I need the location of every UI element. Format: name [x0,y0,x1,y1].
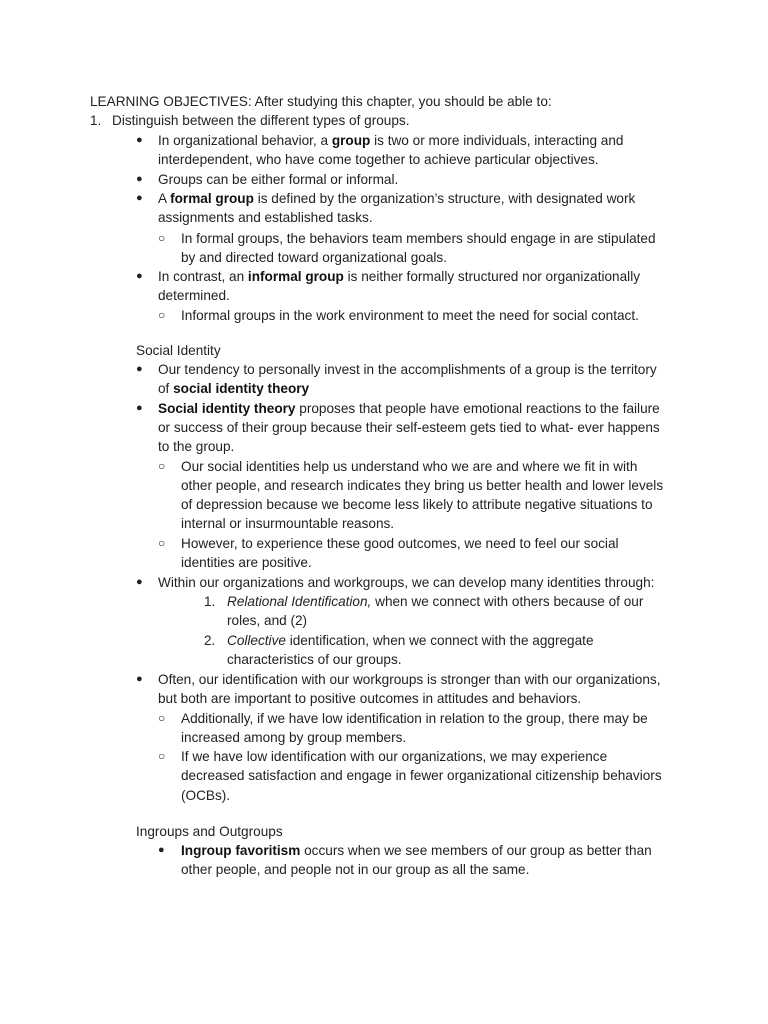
circle-bullet-icon: ○ [158,711,166,725]
numbered-item-number: 2. [204,633,216,648]
social-p4-line1: Often, our identification with our workgroups is stronger than with our organizations, [158,672,661,687]
formal-group-sub-line2: by and directed toward organizational goals. [181,250,448,265]
learning-objectives-header: LEARNING OBJECTIVES: After studying this chapter, you should be able to: [90,94,552,109]
circle-bullet-icon: ○ [158,231,166,245]
circle-bullet-icon: ○ [158,459,166,473]
formal-group-line2: assignments and established tasks. [158,210,373,225]
bullet-icon: ● [136,402,143,414]
social-identity-heading: Social Identity [136,343,221,358]
bullet-icon: ● [136,363,143,375]
formal-informal-line: Groups can be either formal or informal. [158,172,399,187]
informal-group-line1: In contrast, an informal group is neither formally structured nor organizationally [158,269,641,284]
informal-group-sub-line1: Informal groups in the work environment to meet the need for social contact. [181,308,639,323]
relational-identification-line2: roles, and (2) [227,613,308,628]
social-p2-sub1-line2: other people, and research indicates they bring us better health and lower levels [181,478,664,493]
circle-bullet-icon: ○ [158,308,166,322]
term-social-identity-theory: social identity theory [173,381,310,396]
social-p4-sub2-line1: If we have low identification with our organizations, we may experience [181,749,608,764]
social-p2-sub2-line2: identities are positive. [181,555,312,570]
relational-identification-line1: Relational Identification, when we connect with others because of our [227,594,644,609]
social-p1-line2: of social identity theory [158,381,310,396]
collective-identification-line1: Collective identification, when we connect with the aggregate [227,633,594,648]
social-p2-line3: to the group. [158,439,235,454]
social-p2-sub1-line1: Our social identities help us understand who we are and where we fit in with [181,459,638,474]
term-group: group [331,133,371,148]
term-ingroup-favoritism: Ingroup favoritism [181,843,301,858]
social-p2-sub1-line4: internal or insurmountable reasons. [181,516,395,531]
social-p1-line1: Our tendency to personally invest in the accomplishments of a group is the territory [158,362,657,377]
social-p2-line1: Social identity theory proposes that people have emotional reactions to the failure [158,401,660,416]
group-definition-line1: In organizational behavior, a group is two or more individuals, interacting and [158,133,624,148]
ingroup-favoritism-line1: Ingroup favoritism occurs when we see members of our group as better than [181,843,652,858]
formal-group-line1: A formal group is defined by the organization’s structure, with designated work [158,191,636,206]
social-p4-sub1-line2: increased among by group members. [181,730,407,745]
ingroup-favoritism-line2: other people, and people not in our group as all the same. [181,862,530,877]
term-informal-group: informal group [247,269,344,284]
social-p2-sub2-line1: However, to experience these good outcomes, we need to feel our social [181,536,619,551]
term-formal-group: formal group [170,191,254,206]
bullet-icon: ● [136,192,143,204]
term-social-identity-theory: Social identity theory [158,401,296,416]
formal-group-sub-line1: In formal groups, the behaviors team members should engage in are stipulated [181,231,656,246]
bullet-icon: ● [136,270,143,282]
informal-group-line2: determined. [158,288,230,303]
ingroups-heading: Ingroups and Outgroups [136,824,283,839]
bullet-icon: ● [136,173,143,185]
social-p4-sub2-line2: decreased satisfaction and engage in fewer organizational citizenship behaviors [181,768,662,783]
objective-title: Distinguish between the different types of groups. [112,113,410,128]
bullet-icon: ● [136,134,143,146]
numbered-item-number: 1. [204,594,216,609]
bullet-icon: ● [158,844,165,856]
circle-bullet-icon: ○ [158,536,166,550]
bullet-icon: ● [136,673,143,685]
social-p3-line1: Within our organizations and workgroups, we can develop many identities through: [158,575,655,590]
social-p4-line2: but both are important to positive outcomes in attitudes and behaviors. [158,691,582,706]
collective-identification-line2: characteristics of our groups. [227,652,402,667]
circle-bullet-icon: ○ [158,749,166,763]
social-p2-sub1-line3: of depression because we become less likely to attribute negative situations to [181,497,653,512]
objective-number: 1. [90,113,102,128]
bullet-icon: ● [136,576,143,588]
social-p4-sub2-line3: (OCBs). [181,788,231,803]
social-p4-sub1-line1: Additionally, if we have low identification in relation to the group, there may be [181,711,648,726]
social-p2-line2: or success of their group because their self-esteem gets tied to what- ever happens [158,420,660,435]
group-definition-line2: interdependent, who have come together to achieve particular objectives. [158,152,599,167]
